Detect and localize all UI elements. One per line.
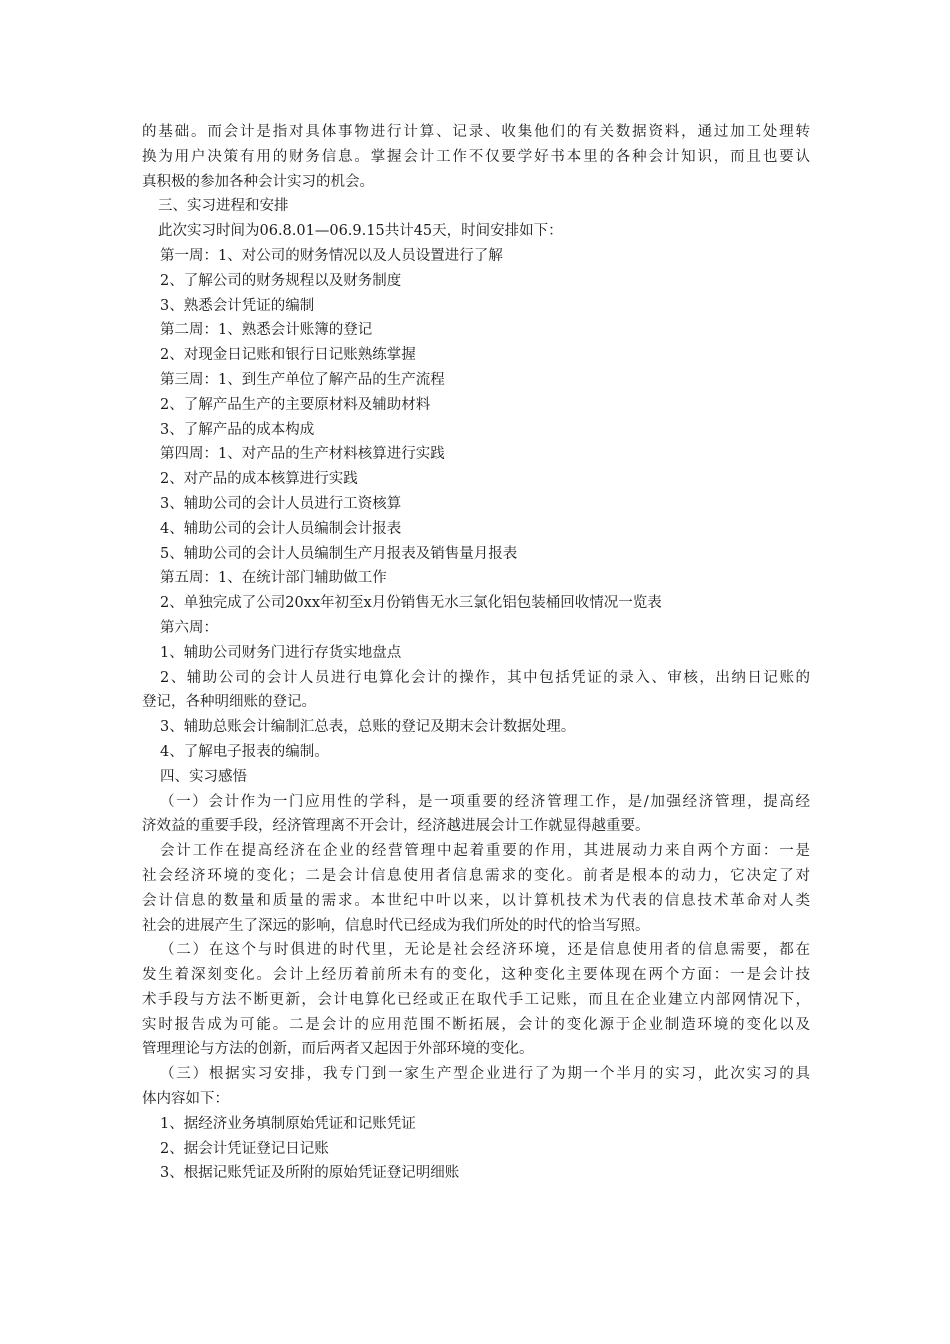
text-line: 3、辅助总账会计编制汇总表，总账的登记及期末会计数据处理。: [160, 719, 576, 736]
text-line: 3、辅助公司的会计人员进行工资核算: [160, 495, 402, 512]
text-line: 第五周：1、在统计部门辅助做工作: [160, 570, 387, 587]
text-line: 第二周：1、熟悉会计账簿的登记: [160, 322, 373, 339]
text-line: （一）会计作为一门应用性的学科，是一项重要的经济管理工作，是/加强经济管理，提高经: [160, 793, 810, 810]
text-line: 5、辅助公司的会计人员编制生产月报表及销售量月报表: [160, 545, 518, 562]
text-line: 第一周：1、对公司的财务情况以及人员设置进行了解: [160, 247, 503, 264]
text-line: （二）在这个与时俱进的时代里，无论是社会经济环境，还是信息使用者的信息需要，都在: [160, 942, 810, 959]
text-line: 三、实习进程和安排: [158, 198, 289, 215]
text-line: 实时报告成为可能。二是会计的应用范围不断拓展，会计的变化源于企业制造环境的变化以及: [142, 1016, 810, 1033]
text-line: 社会的进展产生了深远的影响，信息时代已经成为我们所处的时代的恰当写照。: [142, 917, 650, 934]
document-body: [142, 120, 810, 1186]
text-line: 体内容如下：: [142, 1091, 229, 1108]
text-line: 社会经济环境的变化；二是会计信息使用者信息需求的变化。前者是根本的动力，它决定了对: [142, 867, 810, 884]
text-line: 此次实习时间为06.8.01—06.9.15共计45天，时间安排如下：: [158, 223, 563, 240]
text-line: 真积极的参加各种会计实习的机会。: [142, 173, 374, 190]
text-line: 1、据经济业务填制原始凭证和记账凭证: [160, 1115, 416, 1132]
text-line: 发生着深刻变化。会计上经历着前所未有的变化，这种变化主要体现在两个方面：一是会计技: [142, 967, 810, 984]
text-line: 第三周：1、到生产单位了解产品的生产流程: [160, 371, 445, 388]
text-line: 3、了解产品的成本构成: [160, 421, 315, 438]
text-line: 换为用户决策有用的财务信息。掌握会计工作不仅要学好书本里的各种会计知识，而且也要认: [142, 148, 810, 165]
text-line: 4、了解电子报表的编制。: [160, 743, 329, 760]
text-line: 的基础。而会计是指对具体事物进行计算、记录、收集他们的有关数据资料，通过加工处理转: [142, 124, 810, 140]
text-line: 第四周：1、对产品的生产材料核算进行实践: [160, 446, 445, 463]
text-line: 四、实习感悟: [160, 768, 247, 785]
text-line: 登记，各种明细账的登记。: [142, 694, 316, 711]
text-line: 2、对现金日记账和银行日记账熟练掌握: [160, 347, 416, 364]
text-line: 1、辅助公司财务门进行存货实地盘点: [160, 644, 402, 661]
text-line: 会计信息的数量和质量的需求。本世纪中叶以来，以计算机技术为代表的信息技术革命对人类: [142, 892, 810, 909]
text-line: （三）根据实习安排，我专门到一家生产型企业进行了为期一个半月的实习，此次实习的具: [160, 1066, 810, 1083]
text-line: 术手段与方法不断更新，会计电算化已经或正在取代手工记账，而且在企业建立内部网情况下，: [142, 991, 810, 1008]
text-line: 3、根据记账凭证及所附的原始凭证登记明细账: [160, 1165, 460, 1182]
text-line: 2、了解产品生产的主要原材料及辅助材料: [160, 396, 431, 413]
text-line: 第六周：: [160, 619, 218, 636]
text-line: 会计工作在提高经济在企业的经营管理中起着重要的作用，其进展动力来自两个方面：一是: [160, 843, 810, 860]
text-line: 济效益的重要手段，经济管理离不开会计，经济越进展会计工作就显得越重要。: [142, 818, 650, 835]
text-line: 2、单独完成了公司20xx年初至x月份销售无水三氯化铝包装桶回收情况一览表: [160, 595, 662, 612]
text-line: 4、辅助公司的会计人员编制会计报表: [160, 520, 402, 537]
text-line: 2、对产品的成本核算进行实践: [160, 471, 358, 488]
text-line: 3、熟悉会计凭证的编制: [160, 297, 315, 314]
text-line: 2、据会计凭证登记日记账: [160, 1140, 329, 1157]
text-line: 2、辅助公司的会计人员进行电算化会计的操作，其中包括凭证的录入、审核，出纳日记账的: [160, 669, 810, 686]
text-line: 2、了解公司的财务规程以及财务制度: [160, 272, 402, 289]
text-line: 管理理论与方法的创新，而后两者又起因于外部环境的变化。: [142, 1041, 534, 1058]
